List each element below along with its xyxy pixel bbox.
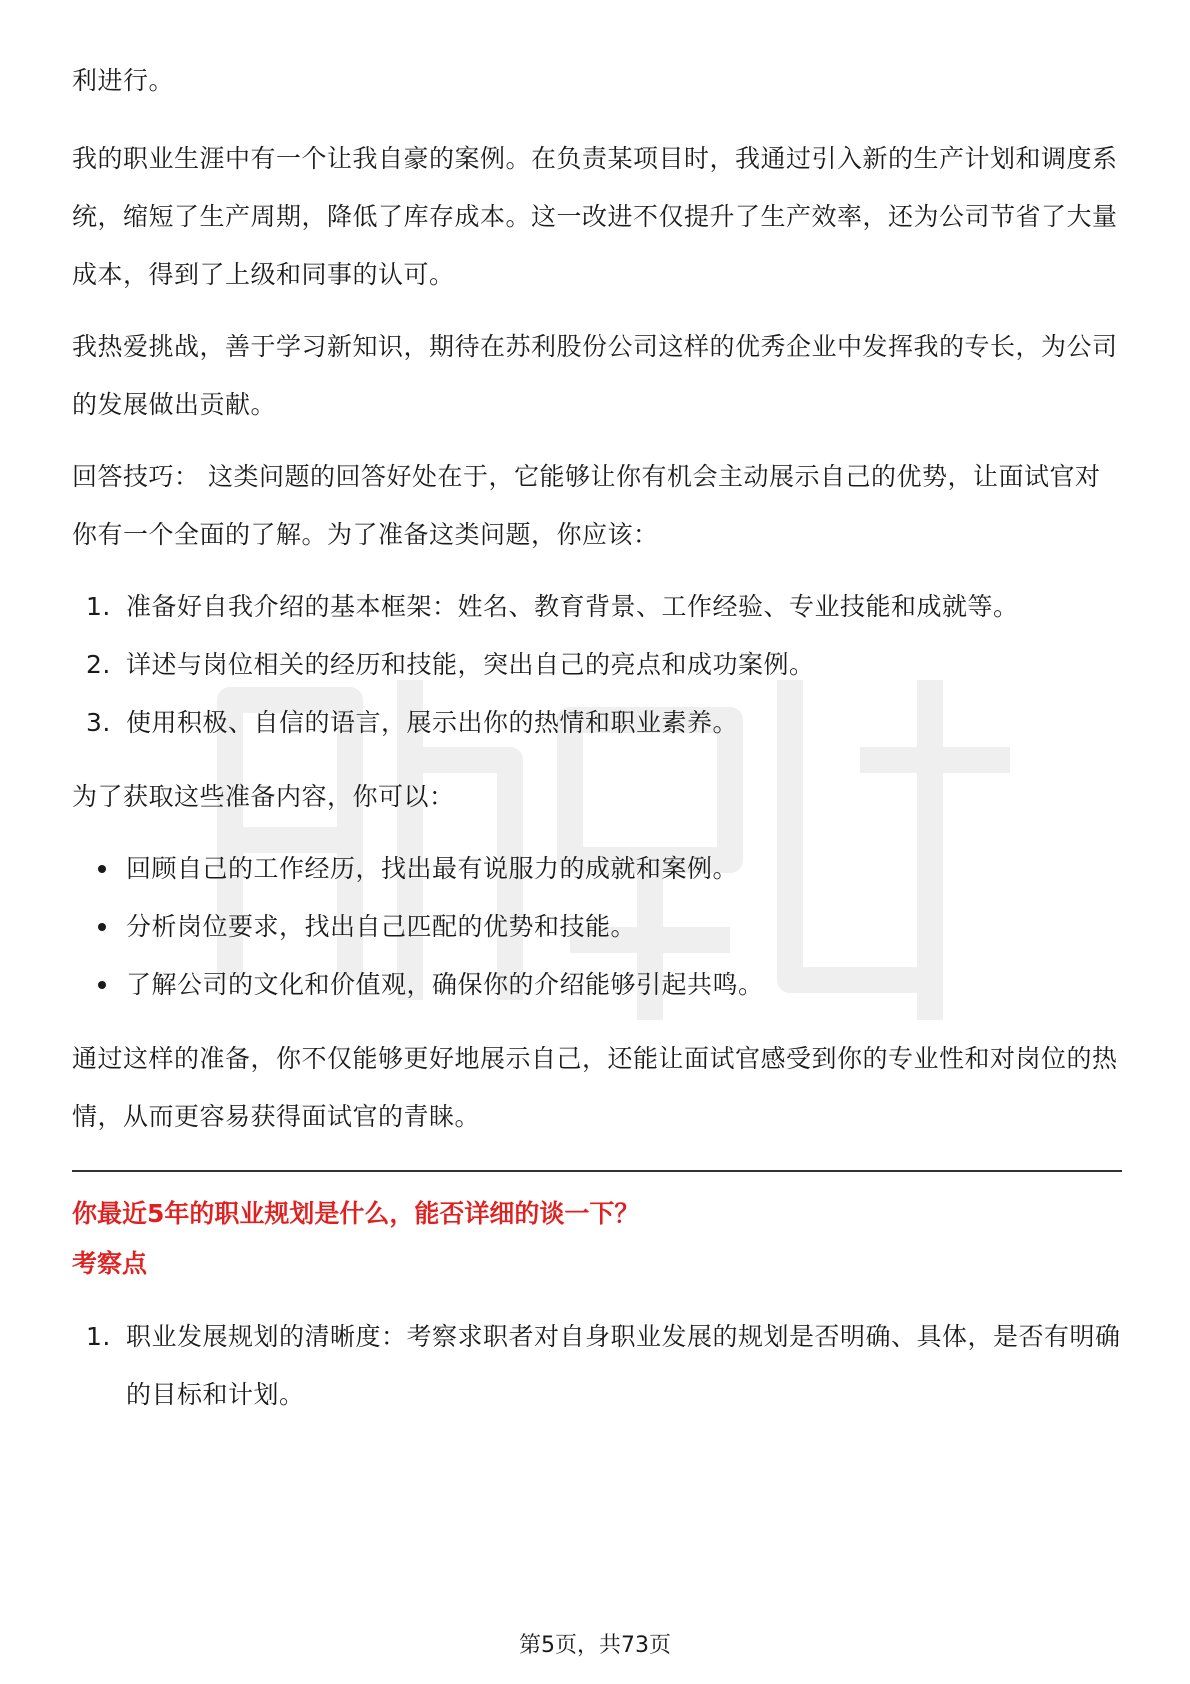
bullet-icon [98,923,106,931]
conclusion-paragraph: 通过这样的准备，你不仅能够更好地展示自己，还能让面试官感受到你的专业性和对岗位的热情，从而更容易获得面试官的青睐。 [72,1044,1118,1131]
list-number: 3. [86,708,111,737]
list-item [72,956,1122,1014]
document-page [72,52,1122,1440]
bullet-icon [98,981,106,989]
list-item [72,578,1122,636]
list-item-text: 使用积极、自信的语言，展示出你的热情和职业素养。 [126,708,739,737]
bullet-icon [98,865,106,873]
list-number: 2. [86,650,111,679]
prep-intro: 为了获取这些准备内容，你可以： [72,782,455,811]
tips-list [72,578,1122,752]
list-item [72,1308,1122,1424]
list-item [72,694,1122,752]
prep-list [72,840,1122,1014]
list-item [72,636,1122,694]
list-item-text: 回顾自己的工作经历，找出最有说服力的成就和案例。 [126,854,739,883]
list-item-text: 详述与岗位相关的经历和技能，突出自己的亮点和成功案例。 [126,650,815,679]
answer-tips-paragraph: 回答技巧： 这类问题的回答好处在于，它能够让你有机会主动展示自己的优势，让面试官对你有一个全面的了解。为了准备这类问题，你应该： [72,462,1101,549]
list-number: 1. [86,1322,111,1351]
list-item-text: 准备好自我介绍的基本框架：姓名、教育背景、工作经验、专业技能和成就等。 [126,592,1019,621]
motivation-paragraph: 我热爱挑战，善于学习新知识，期待在苏利股份公司这样的优秀企业中发挥我的专长，为公司的发展做出贡献。 [72,332,1118,419]
list-item [72,898,1122,956]
list-item-text: 职业发展规划的清晰度：考察求职者对自身职业发展的规划是否明确、具体，是否有明确的目标和计划。 [126,1322,1121,1409]
question-heading: 你最近5年的职业规划是什么，能否详细的谈一下？ [72,1199,640,1228]
list-item [72,840,1122,898]
page-footer: 第5页，共73页 [519,1633,671,1658]
case-paragraph: 我的职业生涯中有一个让我自豪的案例。在负责某项目时，我通过引入新的生产计划和调度系统，缩短了生产周期，降低了库存成本。这一改进不仅提升了生产效率，还为公司节省了大量成本，得到了上级和同事的认可。 [72,144,1118,289]
continuation-text: 利进行。 [72,66,175,95]
focus-heading: 考察点 [72,1249,148,1278]
section-divider [72,1170,1122,1172]
list-number: 1. [86,592,111,621]
focus-list [72,1308,1122,1424]
list-item-text: 分析岗位要求，找出自己匹配的优势和技能。 [126,912,637,941]
list-item-text: 了解公司的文化和价值观，确保你的介绍能够引起共鸣。 [126,970,764,999]
